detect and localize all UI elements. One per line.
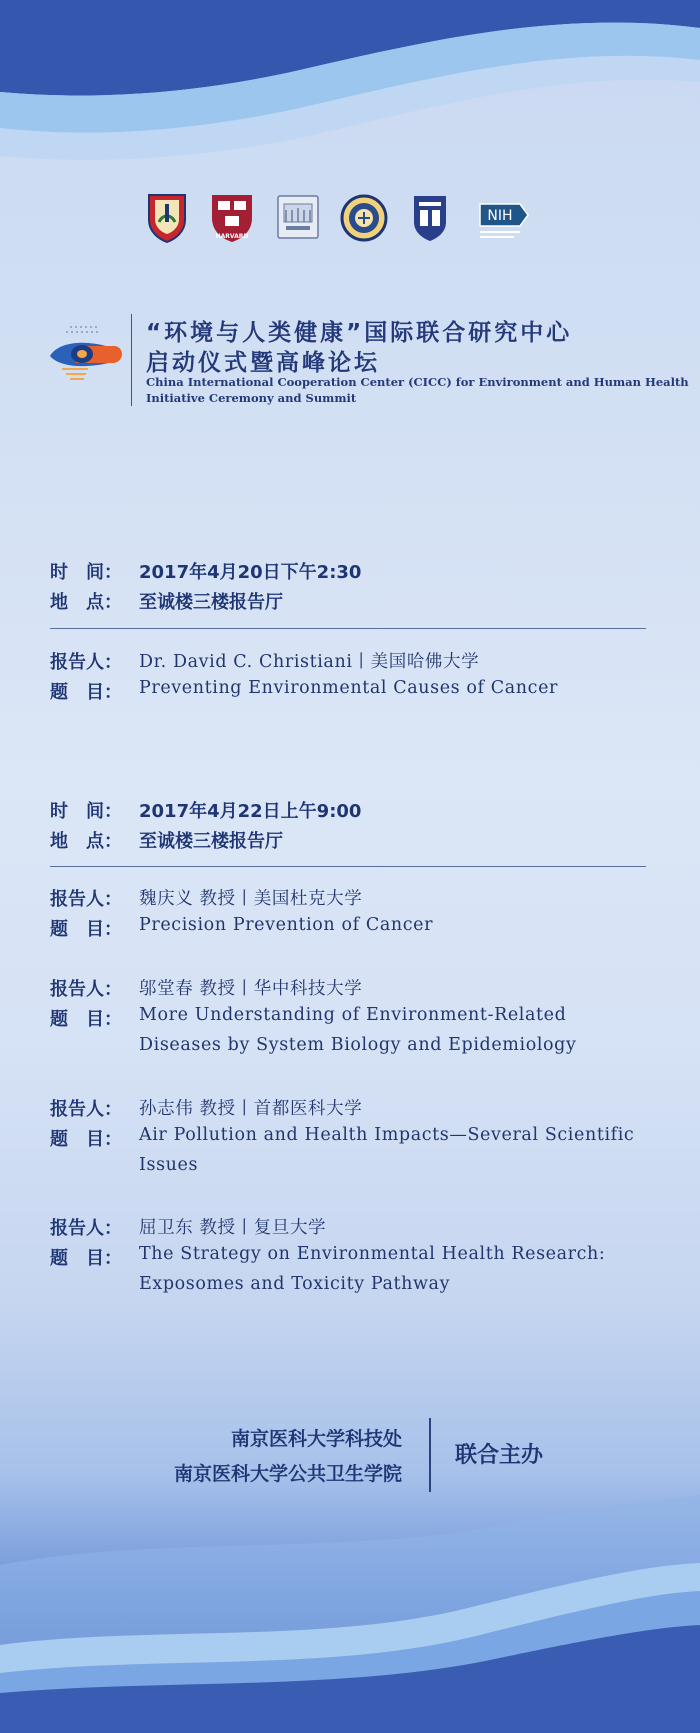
nih-logo	[476, 192, 538, 244]
title-cn-line1: “环境与人类健康”国际联合研究中心	[146, 320, 573, 346]
top-wave-decoration	[0, 0, 700, 170]
place-label: 地 点：	[50, 831, 122, 852]
topic-label: 题 目：	[50, 1248, 122, 1269]
topic-text: The Strategy on Environmental Health Research:	[139, 1244, 606, 1264]
speaker-label: 报告人：	[50, 1099, 122, 1120]
title-en-line2: Initiative Ceremony and Summit	[146, 391, 357, 405]
topic-text: Preventing Environmental Causes of Cancer	[139, 678, 558, 698]
partner-logos	[140, 192, 560, 248]
speaker-label: 报告人：	[50, 1218, 122, 1239]
uc-logo	[340, 192, 388, 244]
speaker-name: Dr. David C. Christiani丨美国哈佛大学	[139, 652, 480, 672]
speaker-name: 邬堂春 教授丨华中科技大学	[139, 979, 363, 999]
harvard-logo	[208, 192, 256, 244]
topic-text: Air Pollution and Health Impacts—Several Scientific	[139, 1125, 635, 1145]
cicc-emblem	[46, 322, 122, 384]
speaker-label: 报告人：	[50, 652, 122, 673]
speaker-label: 报告人：	[50, 979, 122, 1000]
title-divider	[131, 314, 132, 406]
duke-logo	[406, 192, 454, 244]
topic-label: 题 目：	[50, 1129, 122, 1150]
nmu-logo	[143, 192, 191, 244]
co-host-label: 联合主办	[455, 1443, 544, 1468]
session-place: 至诚楼三楼报告厅	[139, 831, 283, 852]
topic-text-line2: Issues	[139, 1155, 199, 1175]
organizer-divider	[429, 1418, 431, 1492]
session-time: 2017年4月22日上午9:00	[139, 801, 362, 822]
nih-logo-text: NIH	[487, 208, 513, 224]
session-place: 至诚楼三楼报告厅	[139, 592, 283, 613]
topic-text-line2: Diseases by System Biology and Epidemiology	[139, 1035, 577, 1055]
topic-label: 题 目：	[50, 682, 122, 703]
time-label: 时 间：	[50, 562, 122, 583]
topic-label: 题 目：	[50, 919, 122, 940]
topic-text: More Understanding of Environment-Related	[139, 1005, 567, 1025]
speaker-name: 魏庆义 教授丨美国杜克大学	[139, 889, 363, 909]
title-cn-line2: 启动仪式暨高峰论坛	[146, 350, 380, 376]
place-label: 地 点：	[50, 592, 122, 613]
time-label: 时 间：	[50, 801, 122, 822]
harvard-logo-text: HARVARD	[215, 233, 249, 240]
speaker-label: 报告人：	[50, 889, 122, 910]
speaker-name: 孙志伟 教授丨首都医科大学	[139, 1099, 363, 1119]
dartmouth-logo	[274, 192, 322, 244]
topic-text: Precision Prevention of Cancer	[139, 915, 434, 935]
session-time: 2017年4月20日下午2:30	[139, 562, 362, 583]
bottom-wave-decoration	[0, 1495, 700, 1733]
organizer-1: 南京医科大学科技处	[230, 1428, 402, 1450]
divider	[50, 866, 646, 867]
title-en-line1: China International Cooperation Center (CICC) for Environment and Human Health	[146, 375, 689, 389]
topic-label: 题 目：	[50, 1009, 122, 1030]
divider	[50, 628, 646, 629]
topic-text-line2: Exposomes and Toxicity Pathway	[139, 1274, 451, 1294]
speaker-name: 屈卫东 教授丨复旦大学	[139, 1218, 327, 1238]
organizer-2: 南京医科大学公共卫生学院	[173, 1463, 402, 1485]
